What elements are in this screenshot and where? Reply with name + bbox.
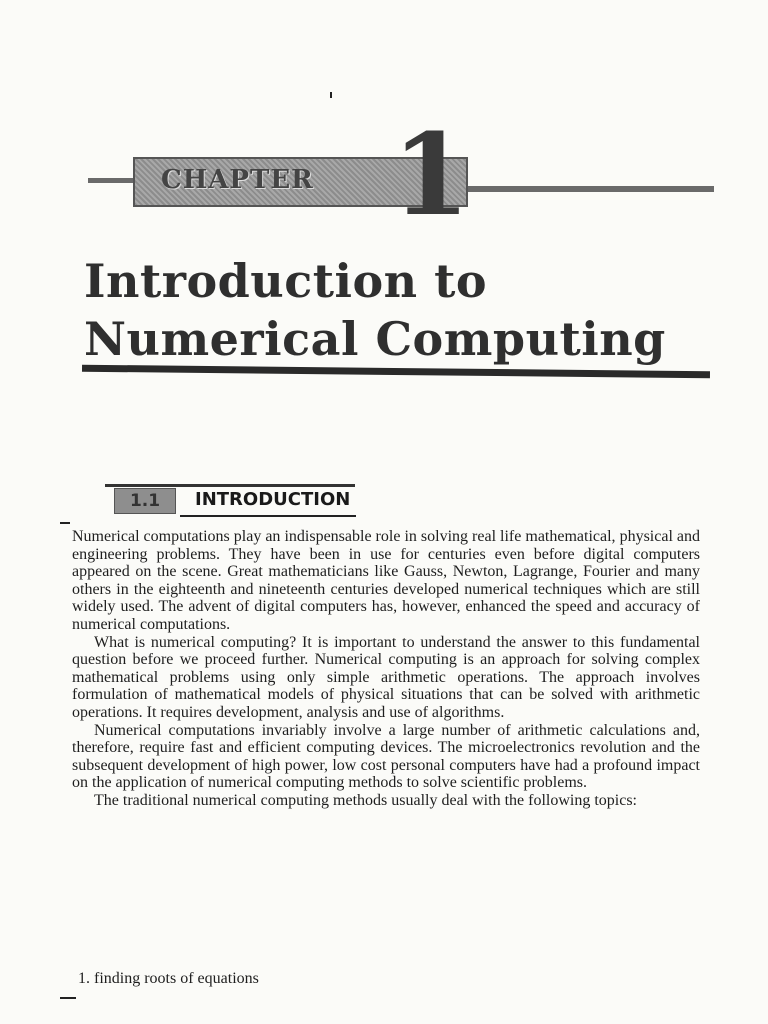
paragraph: What is numerical computing? It is important to understand the answer to this fundamental question before we proceed further. Numerical computing is an approach for solving complex mathematical problems using only simple arithmetic operations. The approach involves formulation of mathematical models of physical situations that can be solved with arithmetic operations. It requires development, analysis and use of algorithms. — [72, 633, 700, 721]
paragraph: Numerical computations play an indispensable role in solving real life mathematical, physical and engineering problems. They have been in use for centuries even before digital computers appeared on the scene. Great mathematicians like Gauss, Newton, Lagrange, Fourier and many others in the eighteenth and nineteenth centuries developed numerical techniques which are still widely used. The advent of digital computers has, however, enhanced the speed and accuracy of numerical computations. — [72, 528, 700, 633]
chapter-title — [84, 252, 724, 368]
chapter-number: 1 — [392, 110, 470, 241]
scan-mark — [60, 522, 70, 524]
section-top-rule — [105, 484, 355, 487]
list-item: 1. finding roots of equations — [78, 970, 259, 987]
body-text — [72, 528, 700, 810]
section-title: INTRODUCTION — [195, 489, 351, 510]
section-underline — [180, 515, 356, 517]
chapter-title-line-1: Introduction to — [84, 254, 488, 308]
chapter-title-line-2: Numerical Computing — [84, 312, 666, 366]
chapter-label: CHAPTER — [161, 165, 314, 195]
paragraph: Numerical computations invariably involve a large number of arithmetic calculations and, therefore, require fast and efficient computing devices. The microelectronics revolution and the subsequent development of high power, low cost personal computers have had a profound impact on the application of numerical computing methods to solve scientific problems. — [72, 721, 700, 792]
scan-mark — [60, 997, 76, 999]
paragraph: The traditional numerical computing methods usually deal with the following topics: — [94, 791, 637, 809]
chapter-banner-line-right — [468, 186, 714, 192]
chapter-banner-line-left — [88, 178, 134, 183]
scan-mark — [330, 92, 332, 98]
section-number: 1.1 — [114, 488, 176, 514]
